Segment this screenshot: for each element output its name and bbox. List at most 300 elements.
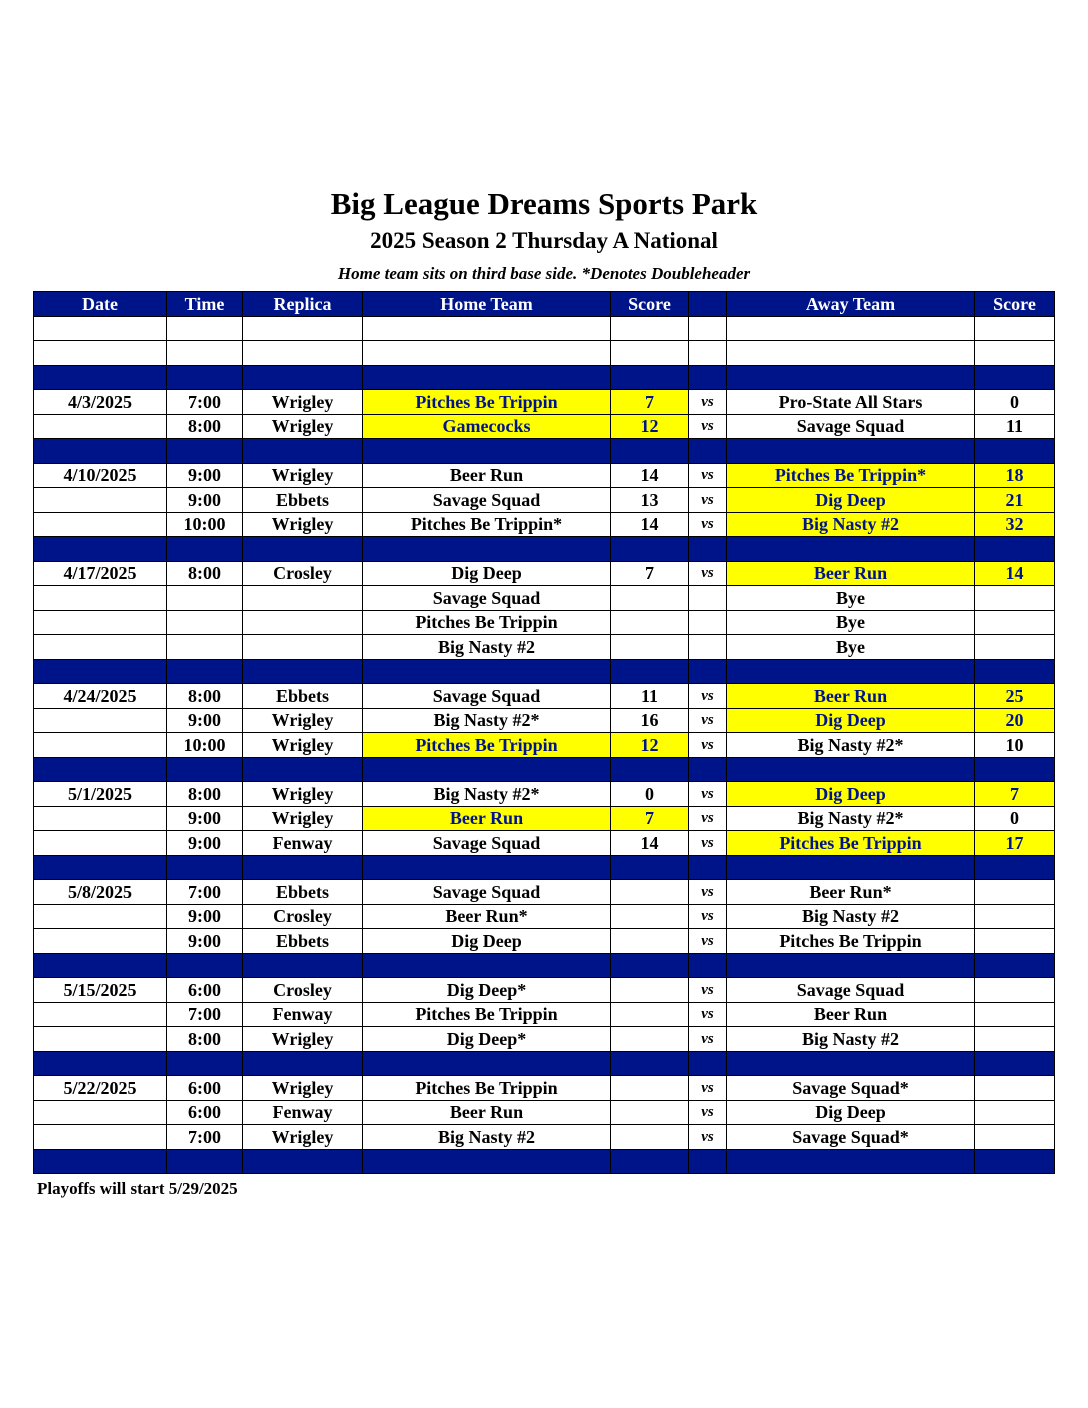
away-score-cell: [975, 757, 1055, 782]
away-team-cell: Dig Deep: [727, 488, 975, 513]
home-team-cell: Dig Deep*: [363, 1027, 611, 1052]
home-team-cell: [363, 439, 611, 464]
home-score-cell: [611, 537, 689, 562]
away-team-cell: [727, 757, 975, 782]
replica-cell: Crosley: [243, 904, 363, 929]
home-team-cell: Beer Run: [363, 463, 611, 488]
col-header-away-team: Away Team: [727, 292, 975, 317]
replica-cell: [243, 953, 363, 978]
time-cell: 9:00: [167, 904, 243, 929]
game-row: [34, 782, 1055, 807]
game-row: [34, 561, 1055, 586]
away-team-cell: Pitches Be Trippin*: [727, 463, 975, 488]
vs-cell: vs: [689, 880, 727, 905]
home-team-cell: Dig Deep: [363, 561, 611, 586]
replica-cell: Wrigley: [243, 463, 363, 488]
time-cell: [167, 316, 243, 341]
replica-cell: Fenway: [243, 1002, 363, 1027]
home-score-cell: 12: [611, 733, 689, 758]
game-row: [34, 586, 1055, 611]
time-cell: [167, 953, 243, 978]
page-subtitle: 2025 Season 2 Thursday A National: [370, 228, 718, 253]
game-row: [34, 1002, 1055, 1027]
schedule-body: [34, 316, 1055, 1174]
game-row: [34, 978, 1055, 1003]
time-cell: [167, 659, 243, 684]
home-team-cell: [363, 855, 611, 880]
game-row: [34, 1076, 1055, 1101]
date-cell: [34, 1100, 167, 1125]
game-row: [34, 929, 1055, 954]
time-cell: [167, 610, 243, 635]
away-team-cell: Big Nasty #2: [727, 904, 975, 929]
game-row: [34, 414, 1055, 439]
time-cell: 7:00: [167, 880, 243, 905]
away-score-cell: [975, 855, 1055, 880]
time-cell: 9:00: [167, 806, 243, 831]
vs-cell: vs: [689, 684, 727, 709]
away-score-cell: 0: [975, 390, 1055, 415]
date-cell: [34, 1002, 167, 1027]
away-team-cell: Pro-State All Stars: [727, 390, 975, 415]
away-score-cell: [975, 659, 1055, 684]
away-team-cell: [727, 341, 975, 366]
date-cell: [34, 316, 167, 341]
home-team-cell: Pitches Be Trippin: [363, 390, 611, 415]
home-team-cell: Big Nasty #2*: [363, 708, 611, 733]
home-score-cell: [611, 1149, 689, 1174]
away-team-cell: Pitches Be Trippin: [727, 831, 975, 856]
separator-row: [34, 855, 1055, 880]
replica-cell: Wrigley: [243, 1125, 363, 1150]
col-header-vs: [689, 292, 727, 317]
away-score-cell: 25: [975, 684, 1055, 709]
away-score-cell: [975, 316, 1055, 341]
away-score-cell: 7: [975, 782, 1055, 807]
time-cell: 6:00: [167, 1076, 243, 1101]
date-cell: [34, 1027, 167, 1052]
home-team-cell: Pitches Be Trippin: [363, 1002, 611, 1027]
vs-cell: [689, 537, 727, 562]
date-cell: 5/15/2025: [34, 978, 167, 1003]
away-score-cell: 11: [975, 414, 1055, 439]
time-cell: 9:00: [167, 488, 243, 513]
home-team-cell: Gamecocks: [363, 414, 611, 439]
away-score-cell: [975, 1100, 1055, 1125]
game-row: [34, 880, 1055, 905]
vs-cell: [689, 953, 727, 978]
page-title: Big League Dreams Sports Park: [330, 186, 758, 221]
doubleheader-note: Home team sits on third base side. *Denotes Doubleheader: [337, 264, 751, 283]
date-cell: [34, 806, 167, 831]
replica-cell: Fenway: [243, 1100, 363, 1125]
playoffs-note: Playoffs will start 5/29/2025: [37, 1179, 238, 1198]
away-team-cell: [727, 1149, 975, 1174]
date-cell: [34, 1051, 167, 1076]
separator-row: [34, 659, 1055, 684]
date-cell: [34, 586, 167, 611]
away-team-cell: Dig Deep: [727, 708, 975, 733]
col-header-time: Time: [167, 292, 243, 317]
home-score-cell: 0: [611, 782, 689, 807]
game-row: [34, 512, 1055, 537]
home-team-cell: Savage Squad: [363, 586, 611, 611]
time-cell: 9:00: [167, 708, 243, 733]
time-cell: [167, 365, 243, 390]
schedule-table: [33, 291, 1055, 1174]
game-row: [34, 488, 1055, 513]
away-score-cell: 17: [975, 831, 1055, 856]
away-team-cell: [727, 953, 975, 978]
col-header-replica: Replica: [243, 292, 363, 317]
date-cell: [34, 635, 167, 660]
time-cell: 8:00: [167, 782, 243, 807]
separator-row: [34, 537, 1055, 562]
replica-cell: Ebbets: [243, 488, 363, 513]
away-score-cell: [975, 439, 1055, 464]
replica-cell: [243, 855, 363, 880]
replica-cell: [243, 365, 363, 390]
vs-cell: vs: [689, 806, 727, 831]
vs-cell: [689, 635, 727, 660]
game-row: [34, 806, 1055, 831]
home-team-cell: Savage Squad: [363, 831, 611, 856]
home-team-cell: Beer Run: [363, 806, 611, 831]
vs-cell: [689, 610, 727, 635]
home-team-cell: Dig Deep: [363, 929, 611, 954]
vs-cell: [689, 1149, 727, 1174]
vs-cell: vs: [689, 1125, 727, 1150]
away-team-cell: Beer Run: [727, 561, 975, 586]
vs-cell: vs: [689, 831, 727, 856]
home-team-cell: Beer Run*: [363, 904, 611, 929]
time-cell: 7:00: [167, 1002, 243, 1027]
home-team-cell: [363, 537, 611, 562]
away-team-cell: [727, 1051, 975, 1076]
replica-cell: [243, 659, 363, 684]
home-score-cell: [611, 1076, 689, 1101]
home-score-cell: [611, 659, 689, 684]
away-team-cell: Dig Deep: [727, 782, 975, 807]
away-team-cell: [727, 316, 975, 341]
home-score-cell: [611, 929, 689, 954]
separator-row: [34, 953, 1055, 978]
replica-cell: [243, 610, 363, 635]
replica-cell: Wrigley: [243, 708, 363, 733]
col-header-home-score: Score: [611, 292, 689, 317]
home-team-cell: Pitches Be Trippin: [363, 610, 611, 635]
separator-row: [34, 365, 1055, 390]
time-cell: 6:00: [167, 1100, 243, 1125]
vs-cell: vs: [689, 904, 727, 929]
replica-cell: [243, 635, 363, 660]
separator-row: [34, 757, 1055, 782]
replica-cell: [243, 316, 363, 341]
away-team-cell: Big Nasty #2*: [727, 806, 975, 831]
away-team-cell: Beer Run*: [727, 880, 975, 905]
date-cell: [34, 855, 167, 880]
home-team-cell: Pitches Be Trippin*: [363, 512, 611, 537]
blank-row: [34, 316, 1055, 341]
vs-cell: vs: [689, 782, 727, 807]
home-team-cell: Savage Squad: [363, 488, 611, 513]
away-team-cell: Savage Squad: [727, 414, 975, 439]
away-score-cell: 21: [975, 488, 1055, 513]
time-cell: 8:00: [167, 561, 243, 586]
date-cell: 5/22/2025: [34, 1076, 167, 1101]
home-score-cell: [611, 316, 689, 341]
date-cell: [34, 439, 167, 464]
date-cell: [34, 610, 167, 635]
replica-cell: [243, 537, 363, 562]
vs-cell: vs: [689, 978, 727, 1003]
vs-cell: vs: [689, 463, 727, 488]
col-header-home-team: Home Team: [363, 292, 611, 317]
home-score-cell: 14: [611, 831, 689, 856]
game-row: [34, 904, 1055, 929]
away-team-cell: Beer Run: [727, 684, 975, 709]
separator-row: [34, 1149, 1055, 1174]
home-score-cell: [611, 1125, 689, 1150]
home-score-cell: [611, 1051, 689, 1076]
home-score-cell: [611, 586, 689, 611]
time-cell: 9:00: [167, 831, 243, 856]
vs-cell: vs: [689, 708, 727, 733]
home-score-cell: 7: [611, 806, 689, 831]
vs-cell: vs: [689, 488, 727, 513]
home-score-cell: [611, 978, 689, 1003]
game-row: [34, 390, 1055, 415]
home-team-cell: [363, 1149, 611, 1174]
away-team-cell: [727, 659, 975, 684]
replica-cell: Wrigley: [243, 512, 363, 537]
time-cell: 10:00: [167, 512, 243, 537]
replica-cell: [243, 1051, 363, 1076]
vs-cell: [689, 316, 727, 341]
replica-cell: Wrigley: [243, 414, 363, 439]
away-score-cell: [975, 880, 1055, 905]
away-score-cell: [975, 1002, 1055, 1027]
away-team-cell: Big Nasty #2*: [727, 733, 975, 758]
home-score-cell: 7: [611, 561, 689, 586]
home-team-cell: Pitches Be Trippin: [363, 1076, 611, 1101]
home-score-cell: [611, 757, 689, 782]
home-team-cell: Dig Deep*: [363, 978, 611, 1003]
time-cell: 10:00: [167, 733, 243, 758]
vs-cell: [689, 586, 727, 611]
home-score-cell: 16: [611, 708, 689, 733]
home-score-cell: [611, 635, 689, 660]
vs-cell: vs: [689, 1027, 727, 1052]
date-cell: 4/17/2025: [34, 561, 167, 586]
replica-cell: [243, 439, 363, 464]
col-header-away-score: Score: [975, 292, 1055, 317]
replica-cell: [243, 586, 363, 611]
time-cell: [167, 635, 243, 660]
away-score-cell: [975, 1125, 1055, 1150]
away-team-cell: [727, 537, 975, 562]
away-score-cell: [975, 929, 1055, 954]
replica-cell: Ebbets: [243, 880, 363, 905]
date-cell: [34, 1125, 167, 1150]
replica-cell: Crosley: [243, 978, 363, 1003]
vs-cell: [689, 855, 727, 880]
vs-cell: vs: [689, 390, 727, 415]
home-team-cell: [363, 757, 611, 782]
away-score-cell: [975, 537, 1055, 562]
away-score-cell: [975, 904, 1055, 929]
time-cell: 9:00: [167, 463, 243, 488]
home-score-cell: [611, 880, 689, 905]
date-cell: [34, 1149, 167, 1174]
away-team-cell: Beer Run: [727, 1002, 975, 1027]
separator-row: [34, 1051, 1055, 1076]
vs-cell: [689, 1051, 727, 1076]
home-team-cell: Big Nasty #2: [363, 1125, 611, 1150]
home-team-cell: [363, 1051, 611, 1076]
home-team-cell: [363, 365, 611, 390]
home-score-cell: [611, 904, 689, 929]
header-row: [34, 292, 1055, 317]
replica-cell: Crosley: [243, 561, 363, 586]
away-team-cell: Big Nasty #2: [727, 1027, 975, 1052]
away-team-cell: [727, 439, 975, 464]
home-team-cell: [363, 659, 611, 684]
home-team-cell: [363, 341, 611, 366]
date-cell: [34, 904, 167, 929]
separator-row: [34, 439, 1055, 464]
replica-cell: Wrigley: [243, 1076, 363, 1101]
game-row: [34, 463, 1055, 488]
game-row: [34, 733, 1055, 758]
home-score-cell: 14: [611, 512, 689, 537]
home-team-cell: Big Nasty #2: [363, 635, 611, 660]
date-cell: [34, 414, 167, 439]
time-cell: 8:00: [167, 414, 243, 439]
away-team-cell: [727, 365, 975, 390]
home-team-cell: [363, 953, 611, 978]
time-cell: 6:00: [167, 978, 243, 1003]
date-cell: [34, 537, 167, 562]
time-cell: 9:00: [167, 929, 243, 954]
away-score-cell: [975, 1149, 1055, 1174]
away-score-cell: 20: [975, 708, 1055, 733]
home-score-cell: [611, 610, 689, 635]
time-cell: 7:00: [167, 390, 243, 415]
game-row: [34, 1027, 1055, 1052]
away-team-cell: [727, 855, 975, 880]
home-score-cell: [611, 341, 689, 366]
replica-cell: [243, 757, 363, 782]
time-cell: [167, 1149, 243, 1174]
date-cell: [34, 512, 167, 537]
time-cell: [167, 586, 243, 611]
away-score-cell: [975, 365, 1055, 390]
vs-cell: vs: [689, 414, 727, 439]
away-score-cell: 18: [975, 463, 1055, 488]
date-cell: [34, 757, 167, 782]
replica-cell: Wrigley: [243, 782, 363, 807]
home-score-cell: 11: [611, 684, 689, 709]
away-team-cell: Savage Squad*: [727, 1076, 975, 1101]
vs-cell: vs: [689, 929, 727, 954]
away-score-cell: 0: [975, 806, 1055, 831]
away-score-cell: [975, 1051, 1055, 1076]
away-team-cell: Big Nasty #2: [727, 512, 975, 537]
date-cell: 4/24/2025: [34, 684, 167, 709]
date-cell: [34, 365, 167, 390]
blank-row: [34, 341, 1055, 366]
date-cell: [34, 929, 167, 954]
game-row: [34, 831, 1055, 856]
away-score-cell: [975, 610, 1055, 635]
home-score-cell: [611, 953, 689, 978]
home-score-cell: [611, 439, 689, 464]
date-cell: [34, 733, 167, 758]
home-score-cell: [611, 1027, 689, 1052]
date-cell: 5/1/2025: [34, 782, 167, 807]
vs-cell: vs: [689, 1002, 727, 1027]
game-row: [34, 1125, 1055, 1150]
vs-cell: [689, 757, 727, 782]
away-team-cell: Bye: [727, 586, 975, 611]
time-cell: 7:00: [167, 1125, 243, 1150]
replica-cell: Wrigley: [243, 733, 363, 758]
home-team-cell: Savage Squad: [363, 684, 611, 709]
home-team-cell: Beer Run: [363, 1100, 611, 1125]
replica-cell: Wrigley: [243, 390, 363, 415]
away-score-cell: [975, 1076, 1055, 1101]
away-team-cell: Savage Squad: [727, 978, 975, 1003]
away-score-cell: [975, 953, 1055, 978]
home-team-cell: Big Nasty #2*: [363, 782, 611, 807]
game-row: [34, 1100, 1055, 1125]
time-cell: 8:00: [167, 684, 243, 709]
date-cell: [34, 831, 167, 856]
home-team-cell: [363, 316, 611, 341]
date-cell: 4/10/2025: [34, 463, 167, 488]
date-cell: [34, 659, 167, 684]
away-team-cell: Pitches Be Trippin: [727, 929, 975, 954]
away-team-cell: Dig Deep: [727, 1100, 975, 1125]
time-cell: [167, 341, 243, 366]
time-cell: [167, 439, 243, 464]
home-team-cell: Savage Squad: [363, 880, 611, 905]
home-score-cell: 14: [611, 463, 689, 488]
time-cell: [167, 855, 243, 880]
time-cell: 8:00: [167, 1027, 243, 1052]
vs-cell: [689, 439, 727, 464]
away-score-cell: [975, 1027, 1055, 1052]
home-score-cell: 13: [611, 488, 689, 513]
vs-cell: [689, 365, 727, 390]
replica-cell: Fenway: [243, 831, 363, 856]
vs-cell: vs: [689, 512, 727, 537]
replica-cell: [243, 1149, 363, 1174]
time-cell: [167, 757, 243, 782]
time-cell: [167, 1051, 243, 1076]
game-row: [34, 684, 1055, 709]
replica-cell: Ebbets: [243, 684, 363, 709]
time-cell: [167, 537, 243, 562]
away-score-cell: [975, 635, 1055, 660]
home-team-cell: Pitches Be Trippin: [363, 733, 611, 758]
away-team-cell: Bye: [727, 610, 975, 635]
replica-cell: Wrigley: [243, 1027, 363, 1052]
home-score-cell: [611, 855, 689, 880]
vs-cell: vs: [689, 561, 727, 586]
vs-cell: vs: [689, 1076, 727, 1101]
